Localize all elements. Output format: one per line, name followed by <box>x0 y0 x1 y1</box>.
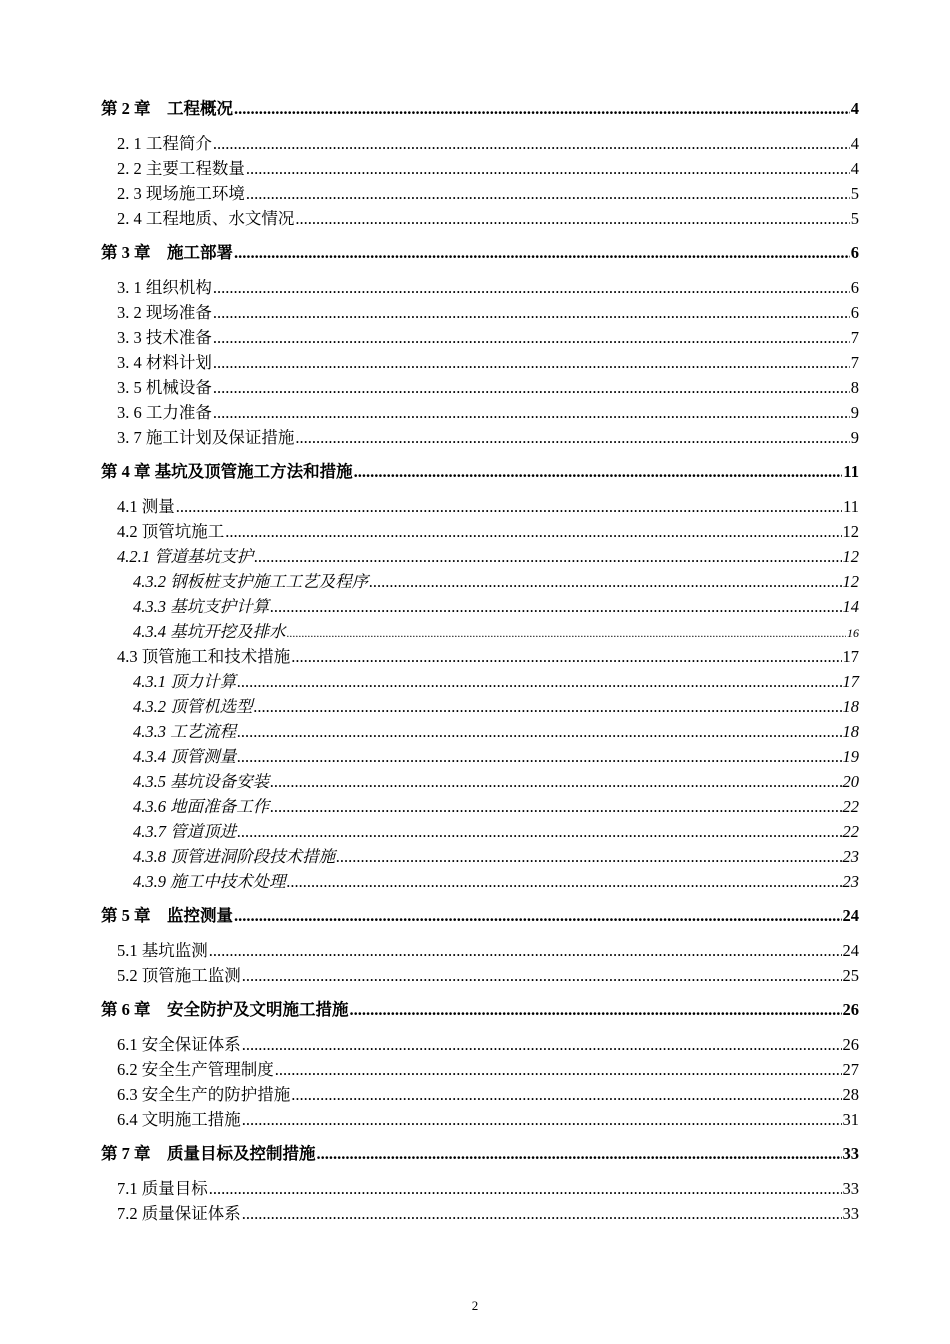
toc-page-number: 7 <box>850 353 859 372</box>
toc-page-number: 23 <box>842 872 859 891</box>
toc-dot-leader <box>270 769 841 794</box>
toc-entry[interactable] <box>101 425 859 450</box>
toc-entry[interactable] <box>101 1032 859 1057</box>
toc-entry-title: 4.3.6 地面准备工作 <box>133 797 270 816</box>
toc-dot-leader <box>246 181 850 206</box>
toc-dot-leader <box>237 819 841 844</box>
toc-page-number: 4 <box>850 134 859 153</box>
toc-entry-title: 6.3 安全生产的防护措施 <box>117 1085 291 1104</box>
toc-entry-title: 7.1 质量目标 <box>117 1179 208 1198</box>
toc-dot-leader <box>242 963 842 988</box>
toc-page-number: 26 <box>842 1000 859 1019</box>
toc-page-number: 11 <box>843 462 859 481</box>
toc-dot-leader <box>287 869 842 894</box>
toc-entry[interactable] <box>101 156 859 181</box>
toc-entry[interactable] <box>101 1176 859 1201</box>
toc-dot-leader <box>225 519 841 544</box>
toc-dot-leader <box>254 694 842 719</box>
toc-entry-title: 3. 4 材料计划 <box>117 353 212 372</box>
toc-entry-title: 4.3.4 顶管测量 <box>133 747 237 766</box>
toc-entry[interactable] <box>101 494 859 519</box>
toc-entry[interactable] <box>101 206 859 231</box>
toc-entry-title: 4.2.1 管道基坑支护 <box>117 547 254 566</box>
toc-entry-title: 4.3.3 工艺流程 <box>133 722 237 741</box>
toc-entry-title: 4.3.3 基坑支护计算 <box>133 597 270 616</box>
toc-dot-leader <box>213 131 850 156</box>
toc-entry[interactable] <box>101 794 859 819</box>
toc-entry[interactable] <box>101 619 859 644</box>
toc-page-number: 33 <box>842 1144 859 1163</box>
toc-dot-leader <box>291 1082 841 1107</box>
toc-entry-title: 第 4 章 基坑及顶管施工方法和措施 <box>101 462 353 481</box>
toc-page-number: 9 <box>850 428 859 447</box>
toc-entry-title: 4.1 测量 <box>117 497 175 516</box>
toc-page-number: 4 <box>850 159 859 178</box>
toc-page-number: 17 <box>842 672 859 691</box>
toc-dot-leader <box>237 744 841 769</box>
toc-entry-title: 4.3.2 顶管机选型 <box>133 697 253 716</box>
toc-entry-title: 3. 6 工力准备 <box>117 403 212 422</box>
toc-dot-leader <box>242 1032 842 1057</box>
toc-entry-title: 第 6 章 安全防护及文明施工措施 <box>101 1000 349 1019</box>
toc-dot-leader <box>213 325 850 350</box>
toc-page-number: 22 <box>842 822 859 841</box>
toc-page-number: 4 <box>850 99 859 118</box>
toc-dot-leader <box>213 275 850 300</box>
toc-entry[interactable] <box>101 938 859 963</box>
toc-entry-title: 6.4 文明施工措施 <box>117 1110 241 1129</box>
toc-dot-leader <box>317 1142 842 1166</box>
toc-page-number: 27 <box>842 1060 859 1079</box>
toc-entry[interactable] <box>101 844 859 869</box>
toc-dot-leader <box>270 794 841 819</box>
toc-page-number: 28 <box>842 1085 859 1104</box>
toc-entry-title: 4.3.9 施工中技术处理 <box>133 872 286 891</box>
toc-entry[interactable] <box>101 1201 859 1226</box>
toc-entry[interactable] <box>101 350 859 375</box>
toc-entry-title: 4.3.2 钢板桩支护施工工艺及程序 <box>133 572 369 591</box>
toc-page-number: 33 <box>842 1179 859 1198</box>
toc-dot-leader <box>234 241 850 265</box>
toc-entry[interactable] <box>101 569 859 594</box>
toc-page-number: 9 <box>850 403 859 422</box>
toc-page-number: 23 <box>842 847 859 866</box>
toc-dot-leader <box>354 460 843 484</box>
toc-page-number: 25 <box>842 966 859 985</box>
toc-entry[interactable] <box>101 744 859 769</box>
toc-page-number: 14 <box>842 597 859 616</box>
toc-entry-title: 4.3.8 顶管进洞阶段技术措施 <box>133 847 336 866</box>
toc-dot-leader <box>295 425 849 450</box>
toc-entry[interactable] <box>101 181 859 206</box>
toc-entry-title: 2. 3 现场施工环境 <box>117 184 245 203</box>
toc-chapter-entry[interactable] <box>101 904 859 928</box>
toc-dot-leader <box>213 300 850 325</box>
toc-page-number: 31 <box>842 1110 859 1129</box>
toc-entry[interactable] <box>101 544 859 569</box>
toc-page-number: 6 <box>850 278 859 297</box>
toc-entry-title: 4.3.4 基坑开挖及排水 <box>133 622 286 641</box>
toc-dot-leader <box>234 904 842 928</box>
toc-entry-title: 第 5 章 监控测量 <box>101 906 233 925</box>
toc-page-number: 24 <box>842 906 859 925</box>
toc-entry-title: 2. 4 工程地质、水文情况 <box>117 209 295 228</box>
toc-entry-title: 3. 3 技术准备 <box>117 328 212 347</box>
toc-dot-leader <box>209 938 842 963</box>
toc-dot-leader <box>209 1176 842 1201</box>
toc-page-number: 6 <box>850 243 859 262</box>
table-of-contents <box>101 97 859 1226</box>
toc-dot-leader <box>369 569 841 594</box>
toc-page-number: 22 <box>842 797 859 816</box>
toc-entry-title: 第 2 章 工程概况 <box>101 99 233 118</box>
toc-dot-leader <box>270 594 841 619</box>
toc-entry[interactable] <box>101 669 859 694</box>
toc-entry-title: 4.3 顶管施工和技术措施 <box>117 647 291 666</box>
toc-entry[interactable] <box>101 519 859 544</box>
toc-entry[interactable] <box>101 375 859 400</box>
toc-chapter-entry[interactable] <box>101 1142 859 1166</box>
toc-entry[interactable] <box>101 131 859 156</box>
toc-dot-leader <box>213 350 850 375</box>
toc-page-number: 20 <box>842 772 859 791</box>
toc-entry-title: 第 7 章 质量目标及控制措施 <box>101 1144 316 1163</box>
toc-entry[interactable] <box>101 819 859 844</box>
toc-dot-leader <box>254 544 841 569</box>
toc-entry[interactable] <box>101 594 859 619</box>
toc-entry[interactable] <box>101 275 859 300</box>
toc-entry-title: 4.2 顶管坑施工 <box>117 522 225 541</box>
toc-entry-title: 3. 1 组织机构 <box>117 278 212 297</box>
toc-dot-leader <box>176 494 842 519</box>
toc-entry[interactable] <box>101 694 859 719</box>
toc-entry-title: 7.2 质量保证体系 <box>117 1204 241 1223</box>
toc-entry[interactable] <box>101 769 859 794</box>
toc-chapter-entry[interactable] <box>101 97 859 121</box>
toc-entry-title: 4.3.1 顶力计算 <box>133 672 237 691</box>
toc-dot-leader <box>287 621 846 646</box>
toc-page-number: 18 <box>842 697 859 716</box>
page-number: 2 <box>471 1298 479 1313</box>
toc-dot-leader <box>234 97 850 121</box>
toc-page-number: 12 <box>842 522 859 541</box>
toc-page-number: 12 <box>842 572 859 591</box>
toc-dot-leader <box>213 400 850 425</box>
toc-dot-leader <box>237 719 841 744</box>
toc-entry-title: 3. 5 机械设备 <box>117 378 212 397</box>
toc-dot-leader <box>246 156 850 181</box>
toc-chapter-entry[interactable] <box>101 241 859 265</box>
toc-page-number: 6 <box>850 303 859 322</box>
toc-entry-title: 第 3 章 施工部署 <box>101 243 233 262</box>
toc-page-number: 11 <box>843 497 859 516</box>
toc-entry-title: 6.2 安全生产管理制度 <box>117 1060 274 1079</box>
toc-page-number: 26 <box>842 1035 859 1054</box>
toc-entry-title: 6.1 安全保证体系 <box>117 1035 241 1054</box>
toc-entry[interactable] <box>101 869 859 894</box>
toc-entry-title: 3. 2 现场准备 <box>117 303 212 322</box>
toc-chapter-entry[interactable] <box>101 998 859 1022</box>
toc-entry[interactable] <box>101 400 859 425</box>
toc-dot-leader <box>275 1057 842 1082</box>
toc-entry[interactable] <box>101 1057 859 1082</box>
toc-dot-leader <box>295 206 849 231</box>
toc-entry-title: 4.3.5 基坑设备安装 <box>133 772 270 791</box>
toc-page-number: 5 <box>850 209 859 228</box>
toc-page-number: 17 <box>842 647 859 666</box>
toc-entry[interactable] <box>101 325 859 350</box>
toc-entry[interactable] <box>101 1082 859 1107</box>
toc-entry-title: 2. 2 主要工程数量 <box>117 159 245 178</box>
toc-dot-leader <box>213 375 850 400</box>
toc-dot-leader <box>291 644 841 669</box>
toc-page-number: 19 <box>842 747 859 766</box>
toc-page-number: 8 <box>850 378 859 397</box>
toc-page-number: 5 <box>850 184 859 203</box>
toc-dot-leader <box>242 1201 842 1226</box>
toc-entry[interactable] <box>101 963 859 988</box>
toc-dot-leader <box>237 669 841 694</box>
toc-entry[interactable] <box>101 644 859 669</box>
toc-page-number: 33 <box>842 1204 859 1223</box>
toc-chapter-entry[interactable] <box>101 460 859 484</box>
toc-entry-title: 5.1 基坑监测 <box>117 941 208 960</box>
toc-entry[interactable] <box>101 719 859 744</box>
toc-entry-title: 3. 7 施工计划及保证措施 <box>117 428 295 447</box>
toc-page-number: 7 <box>850 328 859 347</box>
toc-dot-leader <box>350 998 842 1022</box>
toc-page-number: 18 <box>842 722 859 741</box>
toc-page-number: 16 <box>847 626 859 640</box>
toc-entry[interactable] <box>101 1107 859 1132</box>
toc-dot-leader <box>242 1107 842 1132</box>
toc-dot-leader <box>336 844 841 869</box>
toc-page-number: 24 <box>842 941 859 960</box>
toc-entry[interactable] <box>101 300 859 325</box>
toc-entry-title: 2. 1 工程简介 <box>117 134 212 153</box>
toc-entry-title: 5.2 顶管施工监测 <box>117 966 241 985</box>
toc-page-number: 12 <box>842 547 859 566</box>
toc-entry-title: 4.3.7 管道顶进 <box>133 822 237 841</box>
